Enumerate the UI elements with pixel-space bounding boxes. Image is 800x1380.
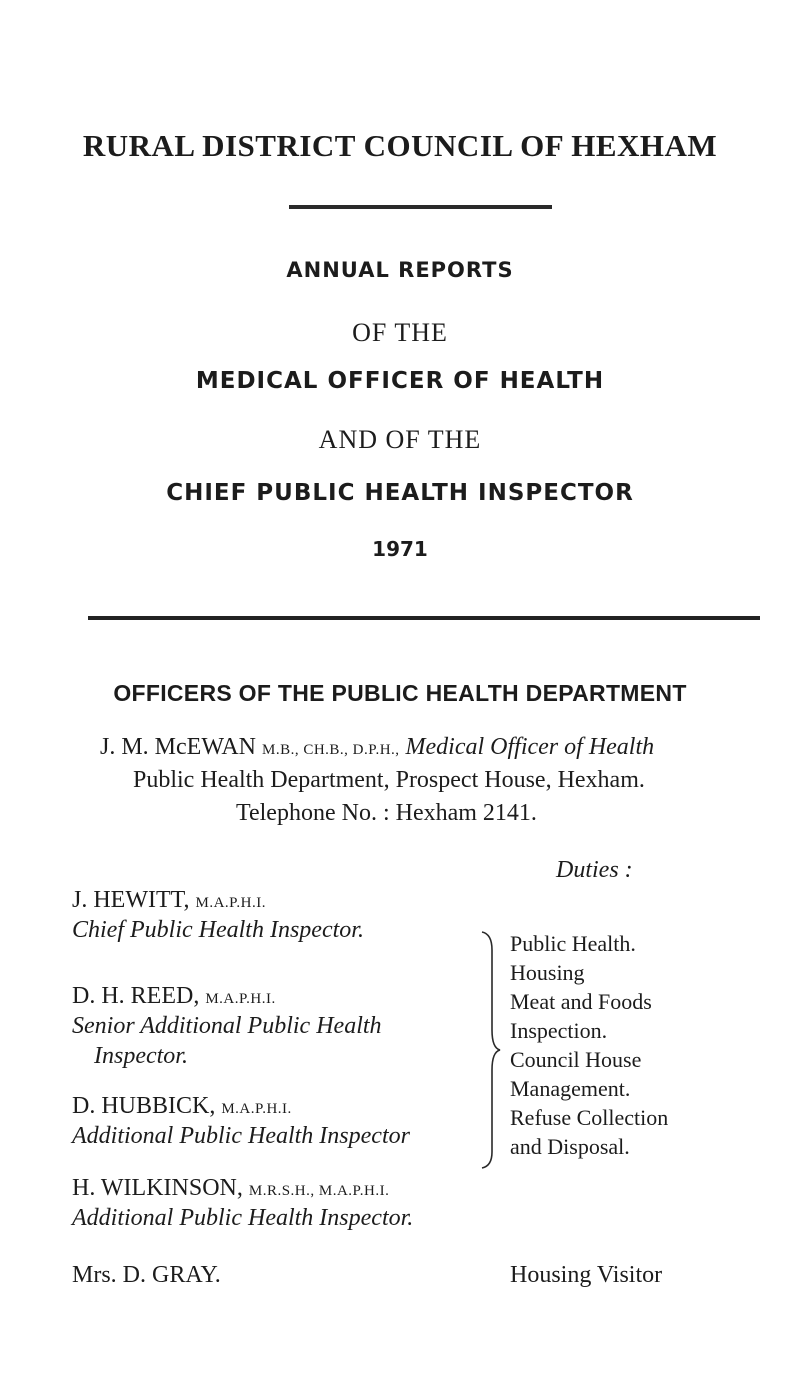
- council-title: RURAL DISTRICT COUNCIL OF HEXHAM: [82, 128, 718, 163]
- moh-line: [100, 734, 654, 761]
- officer-2-role-2: Inspector.: [94, 1043, 188, 1069]
- annual-reports-heading: ANNUAL REPORTS: [286, 258, 514, 282]
- moh-role: Medical Officer of Health: [405, 734, 655, 760]
- short-divider: [289, 205, 552, 209]
- officer-2-name-line: [72, 983, 276, 1010]
- medical-officer-heading: MEDICAL OFFICER OF HEALTH: [195, 368, 605, 394]
- moh-telephone: Telephone No. : Hexham 2141.: [236, 800, 537, 826]
- officer-2-quals: M.A.P.H.I.: [205, 991, 276, 1007]
- officer-1-quals: M.A.P.H.I.: [195, 895, 266, 911]
- duty-item: Inspection.: [510, 1018, 608, 1043]
- section-title: OFFICERS OF THE PUBLIC HEALTH DEPARTMENT: [113, 680, 687, 706]
- officer-1-role: Chief Public Health Inspector.: [72, 917, 364, 943]
- officer-4-name: H. WILKINSON,: [72, 1175, 243, 1201]
- visitor-role: Housing Visitor: [510, 1262, 663, 1288]
- officer-3-role: Additional Public Health Inspector: [72, 1123, 410, 1149]
- duty-item: Refuse Collection: [510, 1105, 669, 1130]
- duty-item: Meat and Foods: [510, 989, 652, 1014]
- visitor-name: Mrs. D. GRAY.: [72, 1262, 221, 1288]
- report-year: 1971: [372, 537, 428, 561]
- duty-item: Management.: [510, 1076, 631, 1101]
- duties-brace: [478, 930, 502, 1170]
- officer-2-role-1: Senior Additional Public Health: [72, 1013, 382, 1039]
- officer-4-quals: M.R.S.H., M.A.P.H.I.: [248, 1183, 390, 1199]
- moh-quals: M.B., CH.B., D.P.H.,: [262, 742, 400, 758]
- duty-item: Housing: [510, 960, 585, 985]
- officer-2-name: D. H. REED,: [72, 983, 200, 1009]
- long-divider: [88, 616, 760, 620]
- officer-1-name-line: [72, 887, 266, 914]
- officer-3-quals: M.A.P.H.I.: [221, 1101, 292, 1117]
- officer-1-name: J. HEWITT,: [72, 887, 190, 913]
- duties-label: Duties :: [556, 857, 633, 883]
- duty-item: and Disposal.: [510, 1134, 630, 1159]
- duty-item: Public Health.: [510, 931, 636, 956]
- moh-address: Public Health Department, Prospect House, Hexham.: [133, 767, 645, 793]
- chief-inspector-heading: CHIEF PUBLIC HEALTH INSPECTOR: [166, 480, 634, 506]
- officer-4-role: Additional Public Health Inspector.: [72, 1205, 414, 1231]
- of-the-text: OF THE: [352, 318, 448, 347]
- moh-name: J. M. McEWAN: [100, 734, 256, 760]
- officer-3-name: D. HUBBICK,: [72, 1093, 216, 1119]
- officer-4-name-line: [72, 1175, 389, 1202]
- officer-3-name-line: [72, 1093, 292, 1120]
- duty-item: Council House: [510, 1047, 642, 1072]
- and-of-the-text: AND OF THE: [318, 425, 482, 454]
